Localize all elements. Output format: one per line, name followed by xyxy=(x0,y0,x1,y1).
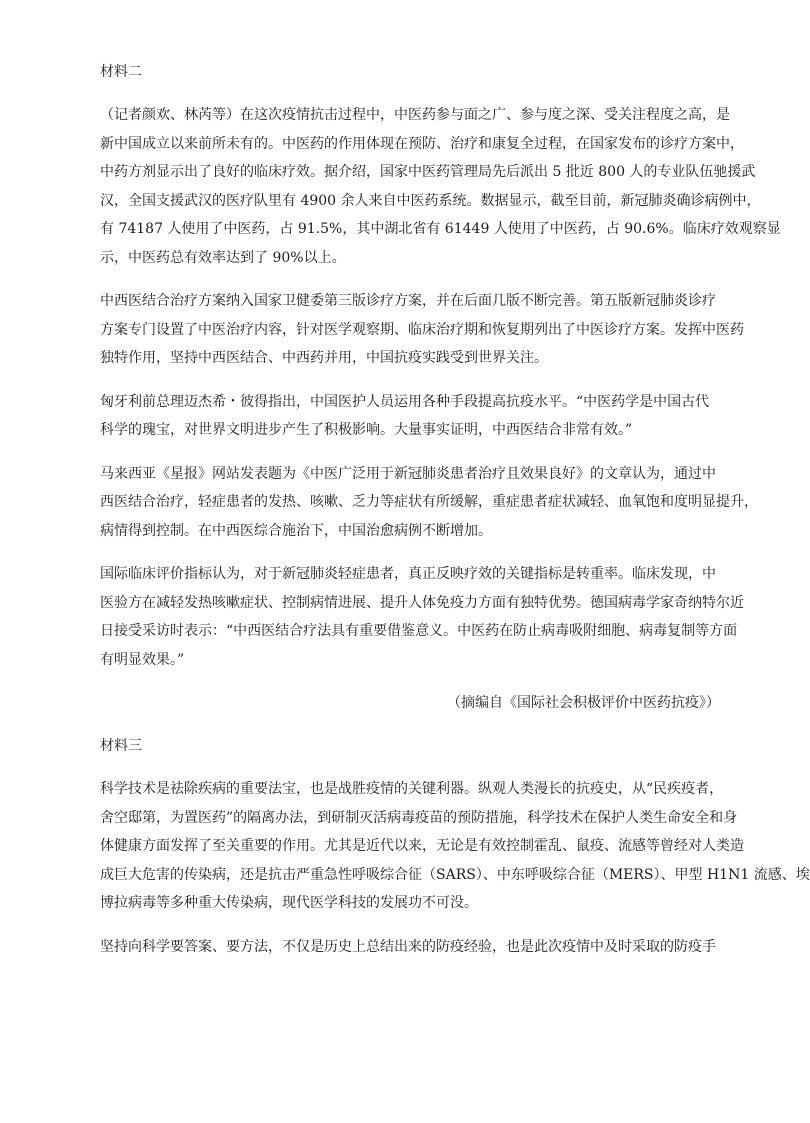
text-line: 坚持向科学要答案、要方法，不仅是历史上总结出来的防疫经验，也是此次疫情中及时采取的防疫手 xyxy=(100,938,716,955)
text-line: 有明显效果。” xyxy=(100,651,185,668)
text-line: 科学技术是祛除疾病的重要法宝，也是战胜疫情的关键利器。纵观人类漫长的抗疫史，从“民疾疫者， xyxy=(100,781,724,797)
section-heading-material-2: 材料二 xyxy=(100,64,142,80)
source-citation: （摘编自《国际社会积极评价中医药抗疫》） xyxy=(447,695,720,711)
text-line: 有 74187 人使用了中医药，占 91.5%，其中湖北省有 61449 人使用了中医药，占 90.6%。临床疗效观察显 xyxy=(100,221,781,237)
text-line: 中药方剂显示出了良好的临床疗效。据介绍，国家中医药管理局先后派出 5 批近 800 人的专业队伍驰援武 xyxy=(100,164,756,180)
text-line: 舍空邸第，为置医药”的隔离办法，到研制灭活病毒疫苗的预防措施，科学技术在保护人类生命安全和身 xyxy=(100,809,738,826)
paragraph xyxy=(100,775,810,918)
text-line: 马来西亚《星报》网站发表题为《中医广泛用于新冠肺炎患者治疗且效果良好》的文章认为，通过中 xyxy=(100,465,716,482)
text-line: 汉，全国支援武汉的医疗队里有 4900 余人来自中医药系统。数据显示，截至目前，新冠肺炎确诊病例中， xyxy=(100,192,761,209)
paragraph xyxy=(100,933,720,962)
text-line: 医验方在减轻发热咳嗽症状、控制病情进展、提升人体免疫力方面有独特优势。德国病毒学家奇纳特尔近 xyxy=(100,594,744,611)
text-line: 方案专门设置了中医治疗内容，针对医学观察期、临床治疗期和恢复期列出了中医诊疗方案。发挥中医药 xyxy=(100,321,744,338)
paragraph xyxy=(100,287,744,373)
text-line: 病情得到控制。在中西医综合施治下，中国治愈病例不断增加。 xyxy=(100,522,492,539)
paragraph xyxy=(100,460,758,546)
text-line: 匈牙利前总理迈杰希・彼得指出，中国医护人员运用各种手段提高抗疫水平。“中医药学是中国古代 xyxy=(100,393,710,410)
text-line: 日接受采访时表示：“中西医结合疗法具有重要借鉴意义。中医药在防止病毒吸附细胞、病毒复制等方面 xyxy=(100,623,738,639)
text-line: 独特作用，坚持中西医结合、中西药并用，中国抗疫实践受到世界关注。 xyxy=(100,350,548,366)
text-line: 体健康方面发挥了至关重要的作用。尤其是近代以来，无论是有效控制霍乱、鼠疫、流感等曾经对人类造 xyxy=(100,838,744,854)
section-heading-material-3: 材料三 xyxy=(100,738,142,754)
text-line: 示，中医药总有效率达到了 90%以上。 xyxy=(100,249,346,266)
paragraph xyxy=(100,101,781,272)
paragraph xyxy=(100,560,744,674)
text-line: 国际临床评价指标认为，对于新冠肺炎轻症患者，真正反映疗效的关键指标是转重率。临床发现，中 xyxy=(100,566,716,582)
text-line: 博拉病毒等多种重大传染病，现代医学科技的发展功不可没。 xyxy=(100,895,478,911)
text-line: （记者颜欢、林芮等）在这次疫情抗击过程中，中医药参与面之广、参与度之深、受关注程度之高，是 xyxy=(100,107,730,123)
text-line: 成巨大危害的传染病，还是抗击严重急性呼吸综合征（SARS）、中东呼吸综合征（MERS）、甲型 H1N1 流感、埃 xyxy=(100,866,810,883)
text-line: 西医结合治疗，轻症患者的发热、咳嗽、乏力等症状有所缓解，重症患者症状减轻、血氧饱和度明显提升， xyxy=(100,494,758,510)
paragraph xyxy=(100,388,720,445)
text-line: 中西医结合治疗方案纳入国家卫健委第三版诊疗方案，并在后面几版不断完善。第五版新冠肺炎诊疗 xyxy=(100,293,716,309)
text-line: 科学的瑰宝，对世界文明进步产生了积极影响。大量事实证明，中西医结合非常有效。” xyxy=(100,422,633,438)
document-content xyxy=(100,58,810,976)
text-line: 新中国成立以来前所未有的。中医药的作用体现在预防、治疗和康复全过程，在国家发布的诊疗方案中， xyxy=(100,135,744,152)
